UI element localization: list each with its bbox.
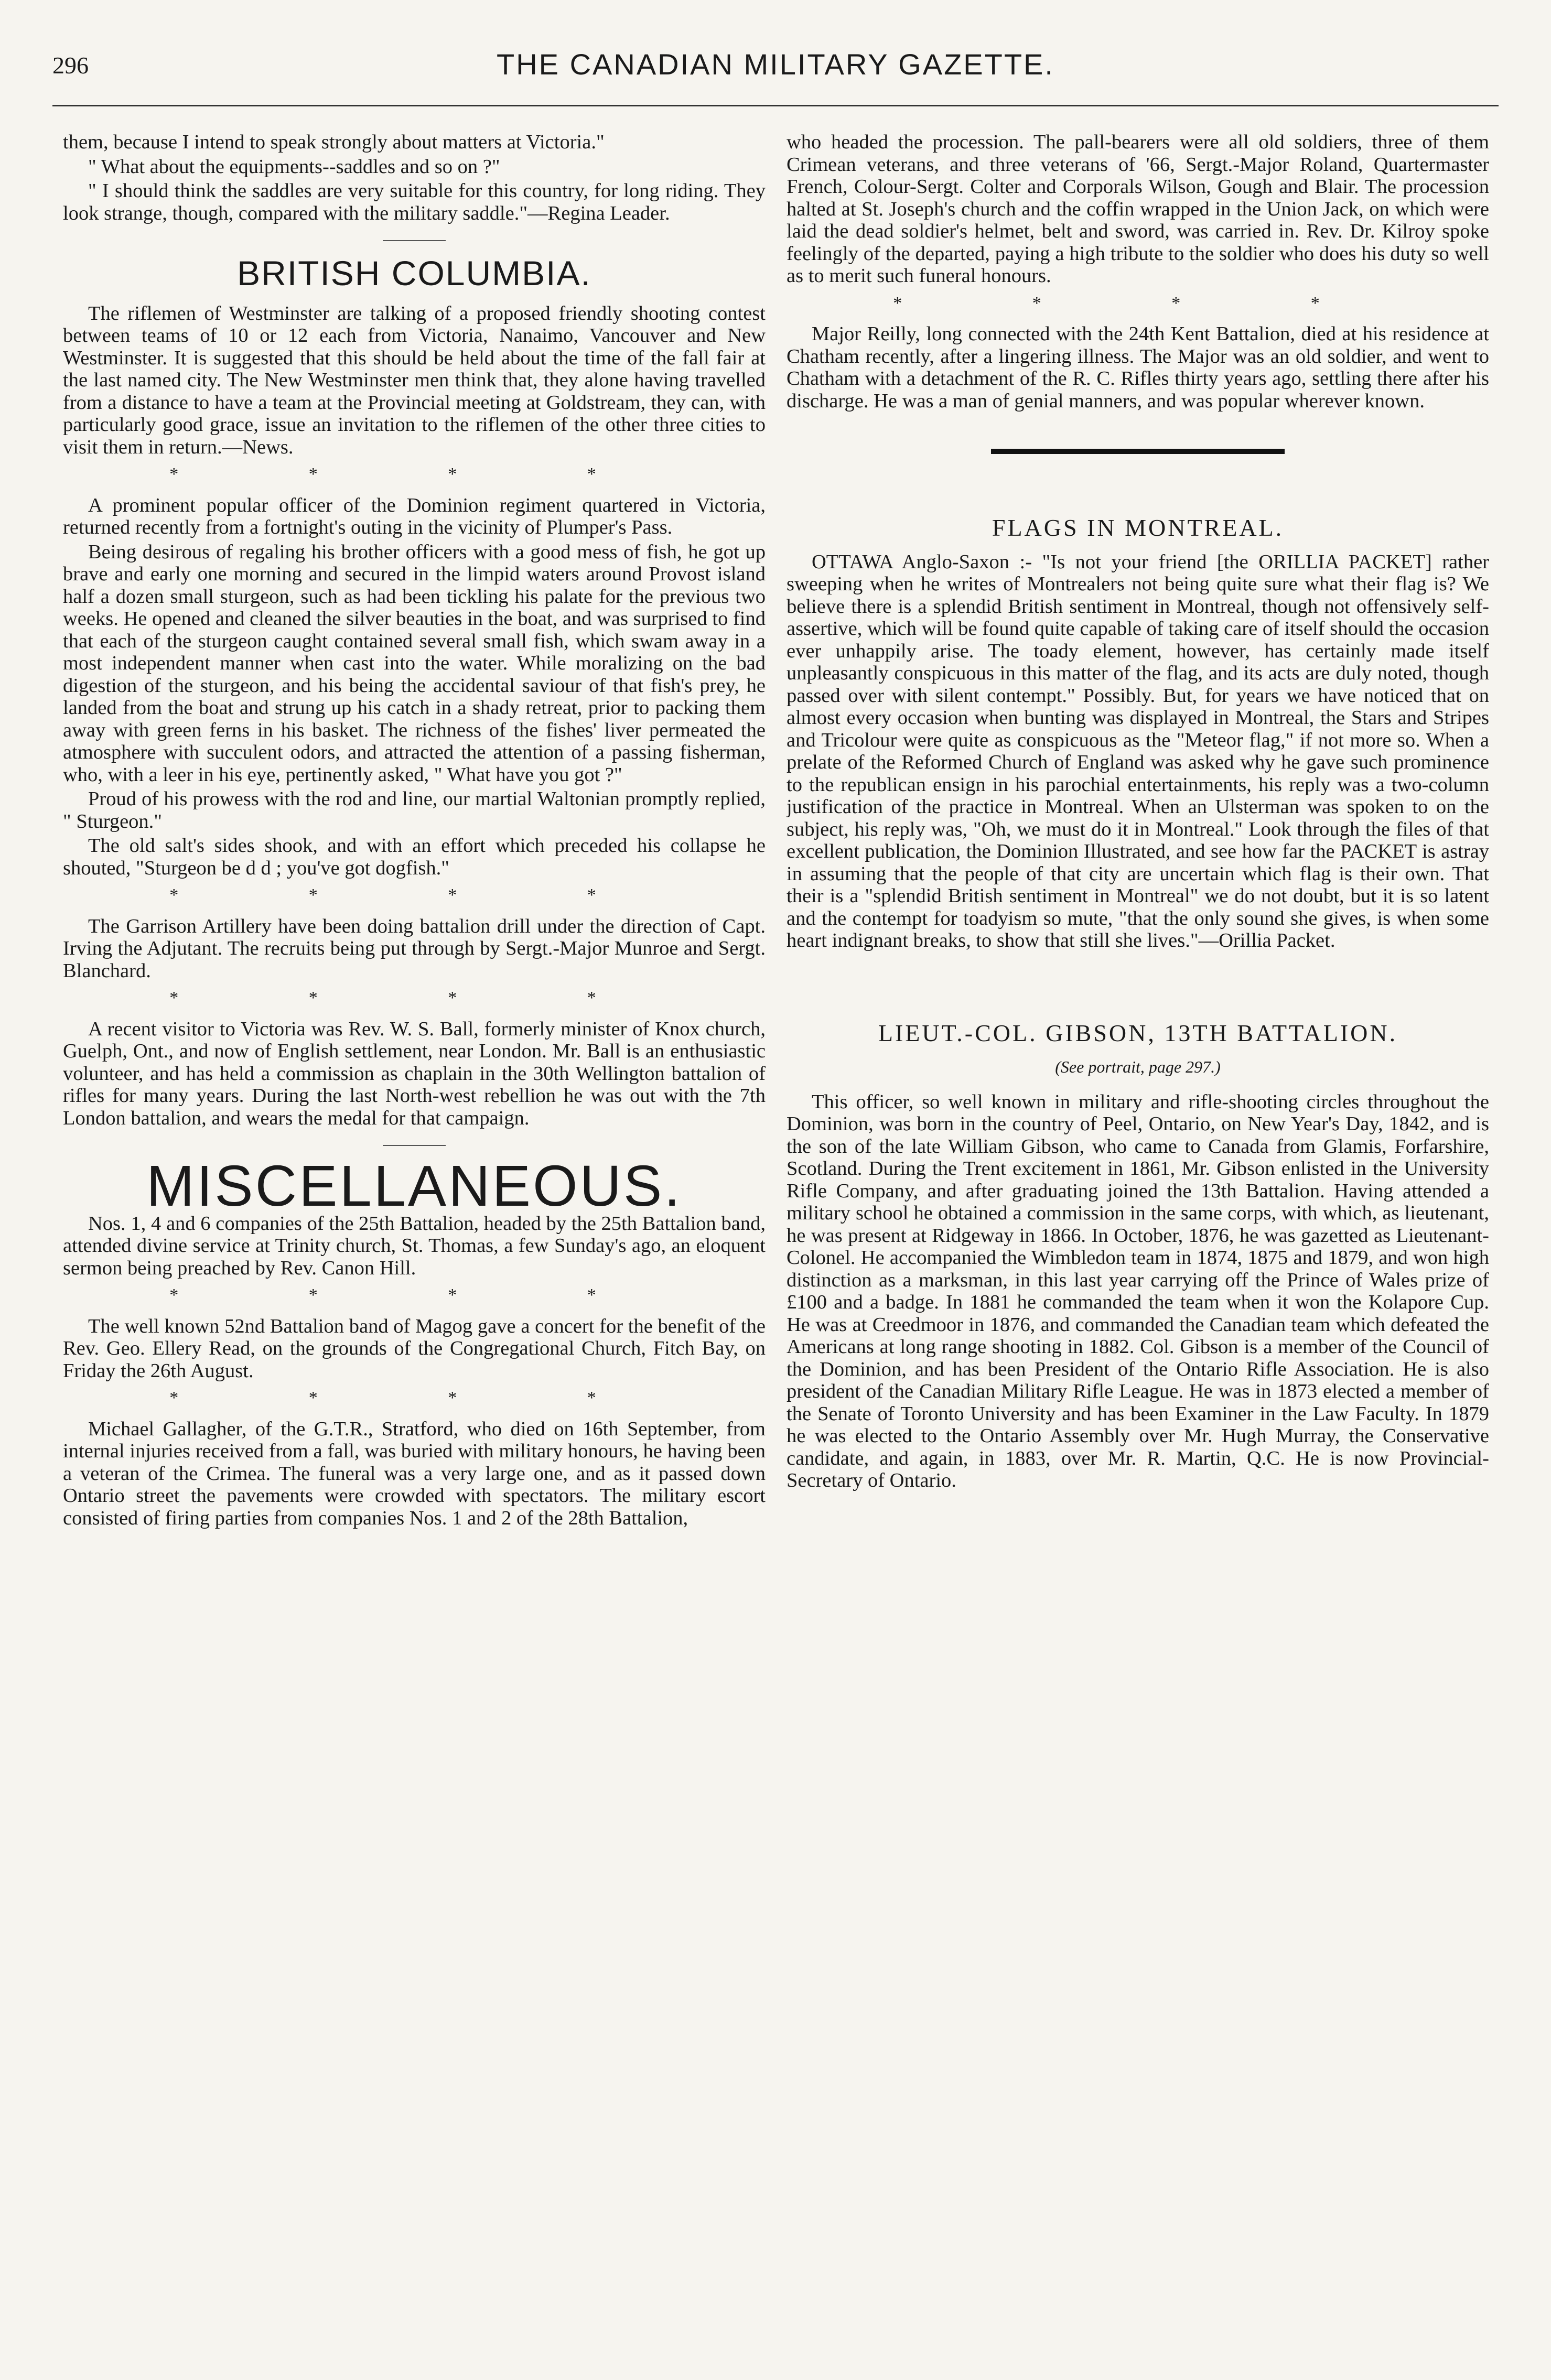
misc-paragraph-companies: Nos. 1, 4 and 6 companies of the 25th Battalion, headed by the 25th Battalion band, attended divine service at Trinity church, St. Thomas, a few Sunday's ago, an eloquent sermon being preached by Rev. Canon Hill. [63, 1212, 766, 1279]
spacer [787, 954, 1489, 1007]
reilly-paragraph: Major Reilly, long connected with the 24th Kent Battalion, died at his residence at Chatham recently, after a lingering illness. The Major was an old soldier, and went to Chatham with a detachment of the R. C. Rifles thirty years ago, settling there after his discharge. He was a man of genial manners, and was popular wherever known. [787, 323, 1489, 412]
asterism: * * * * [169, 464, 659, 484]
gibson-paragraph: This officer, so well known in military and rifle-shooting circles throughout the Dominion, was born in the country of Peel, Ontario, on New Year's Day, 1842, and is the son of the late William Gibson, who came to Canada from Glamis, Forfarshire, Scotland. During the Trent excitement in 1861, Mr. Gibson enlisted in the University Rifle Company, and after graduating joined the 13th Battalion. Having attended a military school he obtained a commission in the same corps, with which, as lieutenant, he was present at Ridgeway in 1866. In October, 1876, he was gazetted as Lieutenant-Colonel. He accompanied the Wimbledon team in 1874, 1875 and 1879, and won high distinction as a marksman, in this last year carrying off the Prince of Wales prize of £100 and a badge. In 1881 he commanded the team when it won the Kolapore Cup. He was at Creedmoor in 1876, and commanded the Canadian team which defeated the Americans at long range shooting in 1882. Col. Gibson is a member of the Council of the Dominion, and has been President of the Ontario Rifle Association. He is also president of the Canadian Military Rifle League. He was in 1873 elected a member of the Senate of Toronto University and has been Examiner in the Law Faculty. In 1879 he was elected to the Ontario Assembly over Mr. Hugh Murray, the Conservative candidate, and again, in 1883, over Mr. R. Martin, Q.C. He is now Provincial-Secretary of Ontario. [787, 1090, 1489, 1491]
left-column [63, 131, 766, 2343]
portrait-note: (See portrait, page 297.) [1055, 1057, 1221, 1076]
intro-paragraph-1: them, because I intend to speak strongly about matters at Victoria." [63, 131, 605, 153]
bc-paragraph-prowess: Proud of his prowess with the rod and line, our martial Waltonian promptly replied, " Sturgeon." [63, 788, 766, 832]
page-number: 296 [52, 52, 89, 79]
section-divider [383, 1145, 446, 1146]
misc-paragraph-gallagher: Michael Gallagher, of the G.T.R., Stratford, who died on 16th September, from internal injuries received from a fall, was buried with military honours, he having been a veteran of the Crimea. The funeral was a very large one, and as it passed down Ontario street the pavements were crowded with spectators. The military escort consisted of firing parties from companies Nos. 1 and 2 of the 28th Battalion, [63, 1418, 766, 1529]
bc-paragraph-old-salt: The old salt's sides shook, and with an effort which preceded his collapse he shouted, "Sturgeon be d d ; you've got dogfish." [63, 835, 766, 879]
asterism: * * * * [169, 1388, 659, 1408]
bc-paragraph-riflemen: The riflemen of Westminster are talking of a proposed friendly shooting contest between teams of 10 or 12 each from Victoria, Nanaimo, Vancouver and New Westminster. It is suggested that this should be held about the time of the fall fair at the last named city. The New Westminster men think that, they alone having travelled from a distance to have a team at the Provincial meeting at Goldstream, they can, with particularly good grace, issue an invitation to the riflemen of the other three cities to visit them in return.—News. [63, 302, 766, 458]
misc-paragraph-band: The well known 52nd Battalion band of Magog gave a concert for the benefit of the Rev. Geo. Ellery Read, on the grounds of the Congregational Church, Fitch Bay, on Friday the 26th August. [63, 1315, 766, 1382]
asterism: * * * * [169, 1285, 659, 1305]
bc-paragraph-officer: A prominent popular officer of the Dominion regiment quartered in Victoria, returned recently from a fortnight's outing in the vicinity of Plumper's Pass. [63, 494, 766, 538]
heading-gibson: LIEUT.-COL. GIBSON, 13TH BATTALION. [878, 1019, 1398, 1046]
right-column [787, 131, 1489, 2343]
asterism: * * * * [893, 293, 1383, 313]
intro-paragraph-3: " I should think the saddles are very suitable for this country, for long riding. They look strange, though, compared with the military saddle."—Regina Leader. [63, 180, 766, 224]
heading-flags-in-montreal: FLAGS IN MONTREAL. [992, 514, 1284, 541]
bc-paragraph-artillery: The Garrison Artillery have been doing battalion drill under the direction of Capt. Irving the Adjutant. The recruits being put through by Sergt.-Major Munroe and Sergt. Blanchard. [63, 915, 766, 982]
heading-british-columbia: BRITISH COLUMBIA. [237, 254, 591, 293]
asterism: * * * * [169, 885, 659, 905]
flags-paragraph: OTTAWA Anglo-Saxon :- "Is not your friend [the ORILLIA PACKET] rather sweeping when he writes of Montrealers not being quite sure what their flag is? We believe there is a splendid British sentiment in Montreal, though not offensively self-assertive, which will be found quite capable of taking care of itself should the occasion ever unhappily arise. The toady element, however, has certainly made itself unpleasantly conspicuous in this matter of the flag, and its acts are duly noted, though passed over with silent contempt." Possibly. But, for years we have noticed that on almost every occasion when bunting was displayed in Montreal, the Stars and Stripes and Tricolour were quite as conspicuous as the "Meteor flag," if not more so. When a prelate of the Reformed Church of England was asked why he gave such prominence to the republican ensign in his parochial entertainments, his reply was a two-column justification of the practice in Montreal. When an Ulsterman was spoken to on the subject, his reply was, "Oh, we must do it in Montreal." Look through the files of that excellent publication, the Dominion Illustrated, and see how far the PACKET is astray in assuming that the people of that city are uncertain which flag is their own. That their is a "splendid British sentiment in Montreal" we do not doubt, but it is so latent and the contempt for toadyism so mute, "that the only sound she gives, is when some heart indignant breaks, to show that still she lives."—Orillia Packet. [787, 550, 1489, 951]
heading-miscellaneous: MISCELLANEOUS. [146, 1154, 682, 1218]
section-divider [383, 240, 446, 241]
running-title: THE CANADIAN MILITARY GAZETTE. [497, 48, 1054, 81]
header-rule [52, 105, 1499, 106]
funeral-continuation: who headed the procession. The pall-bearers were all old soldiers, three of them Crimean veterans, and three veterans of '66, Sergt.-Major Roland, Quartermaster French, Colour-Sergt. Colter and Corporals Wilson, Gough and Blair. The procession halted at St. Joseph's church and the coffin wrapped in the Union Jack, on which were laid the dead soldier's helmet, belt and sword, was carried in. Rev. Dr. Kilroy spoke feelingly of the departed, paying a high tribute to the soldier who does his duty so well as to merit such funeral honours. [787, 131, 1489, 287]
bc-paragraph-sturgeon: Being desirous of regaling his brother officers with a good mess of fish, he got up brave and early one morning and secured in the limpid waters around Provost island half a dozen small sturgeon, such as had been tickling his palate for the previous two weeks. He opened and cleaned the silver beauties in the boat, and was surprised to find that each of the sturgeon caught contained several small fish, which swam away in a most independent manner when cast into the water. While moralizing on the bad digestion of the sturgeon, and his being the accidental saviour of that fish's prey, he landed from the boat and strung up his catch in a shady retreat, prior to packing them away with green ferns in his basket. The richness of the fishes' liver permeated the atmosphere with succulent odors, and attracted the attention of a passing fisherman, who, with a leer in his eye, pertinently asked, " What have you got ?" [63, 540, 766, 786]
masthead [52, 47, 1499, 89]
bc-paragraph-visitor: A recent visitor to Victoria was Rev. W. S. Ball, formerly minister of Knox church, Guelph, Ont., and now of English settlement, near London. Mr. Ball is an enthusiastic volunteer, and has held a commission as chaplain in the 30th Wellington battalion of rifles for many years. During the last North-west rebellion he was out with the 7th London battalion, and wears the medal for that campaign. [63, 1018, 766, 1129]
heavy-divider [991, 449, 1285, 454]
asterism: * * * * [169, 988, 659, 1008]
intro-paragraph-2: " What about the equipments--saddles and so on ?" [88, 155, 500, 178]
